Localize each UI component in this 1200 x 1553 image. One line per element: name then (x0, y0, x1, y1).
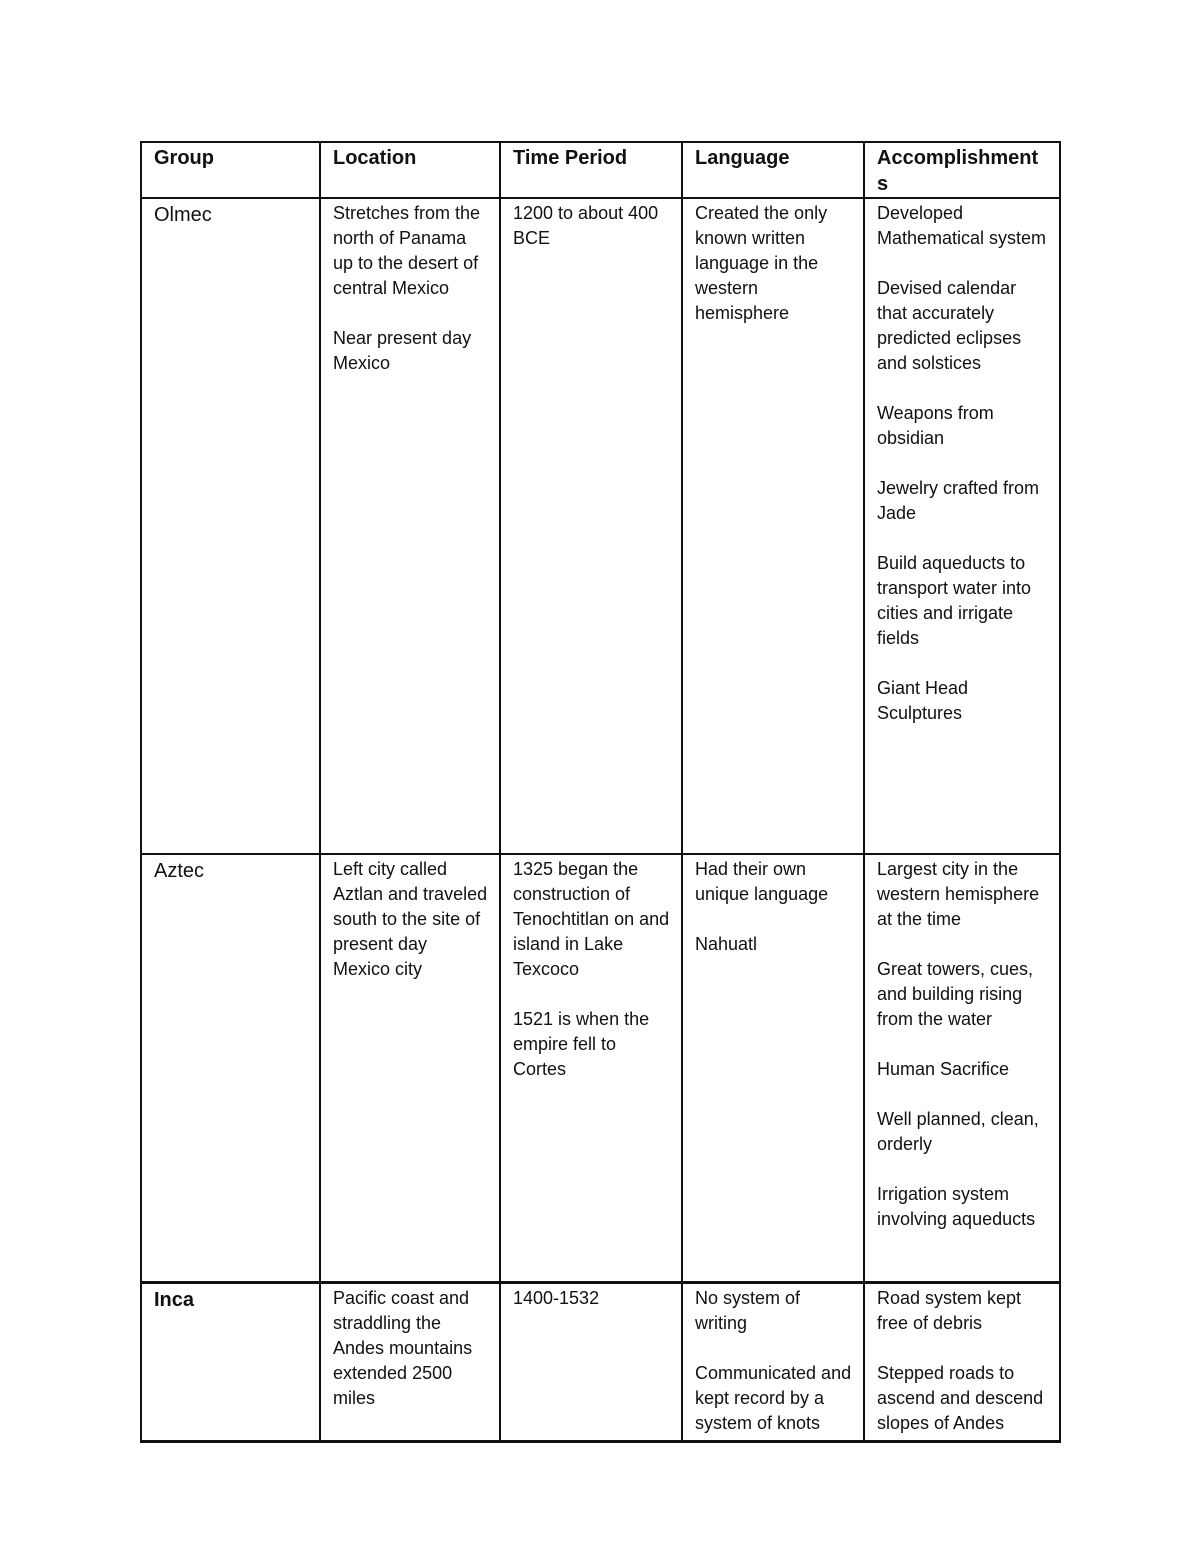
header-accomplishments: Accomplishments (864, 142, 1060, 198)
group-name: Olmec (154, 204, 212, 226)
language-cell (682, 1283, 864, 1442)
group-cell (141, 1283, 320, 1442)
accomplishment-text: Weapons from obsidian (877, 403, 994, 448)
location-text: Stretches from the north of Panama up to the desert of central Mexico (333, 203, 481, 298)
language-text: Communicated and kept record by a system of knots (695, 1363, 852, 1433)
accomplishment-text: Irrigation system involving aqueducts (877, 1184, 1036, 1229)
accomplishment-text: Road system kept free of debris (877, 1288, 1022, 1333)
time-period-cell (500, 854, 682, 1283)
language-text: Created the only known written language in the western hemisphere (695, 203, 828, 323)
location-cell (320, 1283, 500, 1442)
accomplishment-text: Great towers, cues, and building rising from the water (877, 959, 1034, 1029)
accomplishment-text: Well planned, clean, orderly (877, 1109, 1039, 1154)
time-period-text: 1325 began the construction of Tenochtitlan on and island in Lake Texcoco (513, 859, 670, 979)
accomplishment-text: Largest city in the western hemisphere at the time (877, 859, 1040, 929)
language-text: Nahuatl (695, 934, 758, 954)
accomplishment-text: Human Sacrifice (877, 1059, 1010, 1079)
accomplishment-text: Jewelry crafted from Jade (877, 478, 1040, 523)
language-cell (682, 198, 864, 854)
header-language: Language (682, 142, 864, 198)
accomplishment-text: Giant Head Sculptures (877, 678, 969, 723)
location-cell (320, 198, 500, 854)
accomplishments-cell (864, 854, 1060, 1283)
time-period-text: 1400-1532 (513, 1288, 600, 1308)
group-name: Inca (154, 1289, 195, 1311)
accomplishment-text: Build aqueducts to transport water into cities and irrigate fields (877, 553, 1032, 648)
location-cell (320, 854, 500, 1283)
table-header-row (141, 142, 1060, 198)
header-time-period: Time Period (500, 142, 682, 198)
group-name: Aztec (154, 860, 205, 882)
language-text: No system of writing (695, 1288, 801, 1333)
table-row (141, 198, 1060, 854)
time-period-text: 1200 to about 400 BCE (513, 203, 659, 248)
group-cell (141, 198, 320, 854)
accomplishments-cell (864, 1283, 1060, 1442)
time-period-cell (500, 198, 682, 854)
accomplishment-text: Devised calendar that accurately predicted eclipses and solstices (877, 278, 1022, 373)
accomplishments-cell (864, 198, 1060, 854)
civilizations-table (140, 141, 1061, 1443)
table-row (141, 854, 1060, 1283)
location-text: Pacific coast and straddling the Andes mountains extended 2500 miles (333, 1288, 473, 1408)
accomplishment-text: Developed Mathematical system (877, 203, 1047, 248)
accomplishment-text: Stepped roads to ascend and descend slopes of Andes (877, 1363, 1044, 1433)
time-period-text: 1521 is when the empire fell to Cortes (513, 1009, 650, 1079)
table-row (141, 1283, 1060, 1442)
language-cell (682, 854, 864, 1283)
location-text: Left city called Aztlan and traveled south to the site of present day Mexico city (333, 859, 488, 979)
language-text: Had their own unique language (695, 859, 829, 904)
header-location: Location (320, 142, 500, 198)
location-text: Near present day Mexico (333, 328, 472, 373)
header-group: Group (141, 142, 320, 198)
time-period-cell (500, 1283, 682, 1442)
group-cell (141, 854, 320, 1283)
